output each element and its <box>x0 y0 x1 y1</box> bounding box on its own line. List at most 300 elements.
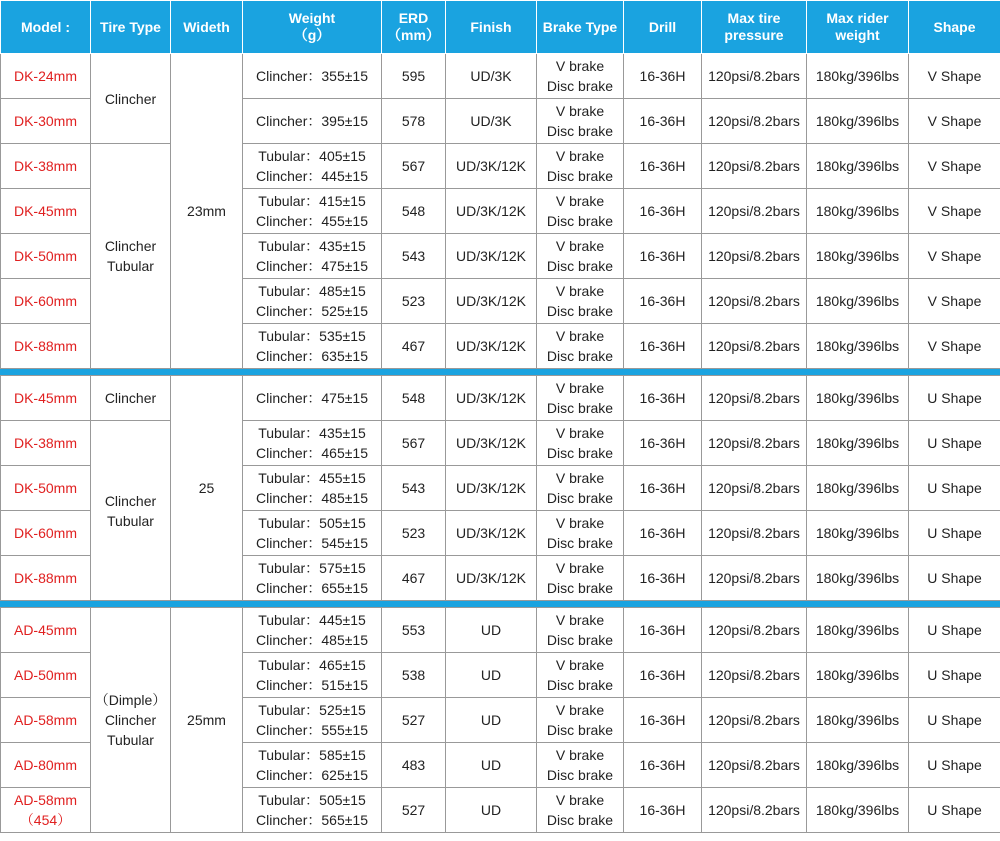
erd-cell <box>382 54 446 99</box>
max-tire-pressure-cell-text: 120psi/8.2bars <box>708 712 800 728</box>
max-rider-weight-cell-text: 180kg/396lbs <box>815 667 900 683</box>
group-divider <box>1 601 1000 608</box>
header-weight: Weight （g） <box>243 1 382 54</box>
max-tire-pressure-cell-text: 120psi/8.2bars <box>708 757 800 773</box>
shape-cell <box>909 788 1000 833</box>
header-shape: Shape <box>909 1 1000 54</box>
cell-line: DK-50mm <box>13 248 77 264</box>
erd-cell <box>382 743 446 788</box>
table-row <box>1 376 1000 421</box>
erd-cell <box>382 788 446 833</box>
erd-cell <box>382 653 446 698</box>
cell-line: V brake <box>555 425 605 441</box>
brake-type-cell <box>537 466 624 511</box>
max-tire-pressure-cell-text: 120psi/8.2bars <box>708 570 800 586</box>
erd-cell <box>382 556 446 601</box>
weight-cell <box>243 743 382 788</box>
weight-cell <box>243 234 382 279</box>
model-cell <box>1 556 91 601</box>
cell-line: Tubular：505±15 <box>258 515 366 531</box>
max-rider-weight-cell <box>807 279 909 324</box>
shape-cell-text: U Shape <box>927 802 982 818</box>
cell-line: Tubular：445±15 <box>258 612 366 628</box>
cell-line: Clincher <box>104 238 157 254</box>
shape-cell <box>909 653 1000 698</box>
width-cell <box>171 608 243 833</box>
shape-cell-text: V Shape <box>927 68 982 84</box>
brake-type-cell <box>537 234 624 279</box>
erd-cell <box>382 99 446 144</box>
cell-line: DK-30mm <box>13 113 77 129</box>
erd-cell <box>382 144 446 189</box>
erd-cell <box>382 698 446 743</box>
model-cell <box>1 421 91 466</box>
erd-cell-text: 527 <box>401 712 426 728</box>
cell-line: Disc brake <box>546 400 614 416</box>
cell-line: Disc brake <box>546 812 614 828</box>
cell-line: Tubular <box>107 732 154 748</box>
cell-line: DK-88mm <box>13 338 77 354</box>
cell-line: Disc brake <box>546 123 614 139</box>
cell-line: Clincher <box>104 90 157 107</box>
shape-cell-text: U Shape <box>927 757 982 773</box>
model-cell <box>1 698 91 743</box>
weight-cell <box>243 653 382 698</box>
max-tire-pressure-cell-text: 120psi/8.2bars <box>708 622 800 638</box>
cell-line: Clincher：655±15 <box>256 580 368 596</box>
brake-type-cell <box>537 421 624 466</box>
cell-line: Tubular：485±15 <box>258 283 366 299</box>
weight-cell <box>243 99 382 144</box>
max-tire-pressure-cell <box>702 653 807 698</box>
erd-cell <box>382 466 446 511</box>
cell-line: Clincher <box>104 390 157 406</box>
shape-cell <box>909 421 1000 466</box>
finish-cell <box>446 279 537 324</box>
cell-line: Clincher：485±15 <box>256 632 368 648</box>
brake-type-cell <box>537 376 624 421</box>
finish-cell <box>446 698 537 743</box>
shape-cell-text: U Shape <box>927 712 982 728</box>
weight-cell <box>243 54 382 99</box>
drill-cell <box>624 279 702 324</box>
finish-cell <box>446 653 537 698</box>
cell-line: Tubular <box>107 512 154 529</box>
drill-cell <box>624 511 702 556</box>
header-brake-type: Brake Type <box>537 1 624 54</box>
cell-line: Disc brake <box>546 632 614 648</box>
cell-line: Clincher：465±15 <box>256 445 368 461</box>
cell-line: Tubular：585±15 <box>258 747 366 763</box>
shape-cell <box>909 466 1000 511</box>
drill-cell <box>624 743 702 788</box>
cell-line: Tubular：525±15 <box>258 702 366 718</box>
cell-line: Disc brake <box>546 78 614 94</box>
max-rider-weight-cell <box>807 144 909 189</box>
model-cell <box>1 144 91 189</box>
finish-cell <box>446 99 537 144</box>
cell-line: Disc brake <box>546 303 614 319</box>
finish-cell-text: UD/3K/12K <box>455 390 527 406</box>
finish-cell-text: UD/3K/12K <box>455 525 527 541</box>
max-tire-pressure-cell <box>702 698 807 743</box>
header-drill: Drill <box>624 1 702 54</box>
finish-cell <box>446 234 537 279</box>
brake-type-cell <box>537 324 624 369</box>
brake-type-cell <box>537 608 624 653</box>
cell-line: DK-45mm <box>13 390 77 406</box>
cell-line: DK-60mm <box>13 525 77 541</box>
model-cell <box>1 189 91 234</box>
cell-line: DK-45mm <box>13 203 77 219</box>
table-row <box>1 54 1000 99</box>
drill-cell-text: 16-36H <box>639 248 686 264</box>
drill-cell-text: 16-36H <box>639 390 686 406</box>
erd-cell-text: 548 <box>401 203 426 219</box>
drill-cell-text: 16-36H <box>639 480 686 496</box>
cell-line: V brake <box>555 702 605 718</box>
cell-line: Clincher：635±15 <box>256 348 368 364</box>
erd-cell <box>382 376 446 421</box>
max-rider-weight-cell <box>807 234 909 279</box>
max-rider-weight-cell <box>807 54 909 99</box>
finish-cell-text: UD/3K/12K <box>455 338 527 354</box>
header-max-rider-weight: Max rider weight <box>807 1 909 54</box>
model-cell <box>1 99 91 144</box>
drill-cell <box>624 466 702 511</box>
header-finish: Finish <box>446 1 537 54</box>
finish-cell-text: UD <box>480 667 502 683</box>
cell-line: Clincher：485±15 <box>256 490 368 506</box>
drill-cell <box>624 189 702 234</box>
drill-cell-text: 16-36H <box>639 203 686 219</box>
finish-cell <box>446 189 537 234</box>
max-tire-pressure-cell <box>702 421 807 466</box>
weight-cell <box>243 421 382 466</box>
cell-line: V brake <box>555 380 605 396</box>
shape-cell <box>909 556 1000 601</box>
finish-cell-text: UD/3K/12K <box>455 435 527 451</box>
cell-line: AD-58mm <box>13 792 77 808</box>
cell-line: AD-80mm <box>13 757 77 773</box>
drill-cell <box>624 556 702 601</box>
drill-cell <box>624 144 702 189</box>
erd-cell-text: 467 <box>401 338 426 354</box>
max-tire-pressure-cell-text: 120psi/8.2bars <box>708 338 800 354</box>
max-tire-pressure-cell-text: 120psi/8.2bars <box>708 667 800 683</box>
brake-type-cell <box>537 698 624 743</box>
drill-cell-text: 16-36H <box>639 525 686 541</box>
cell-line: V brake <box>555 328 605 344</box>
cell-line: Tubular：465±15 <box>258 657 366 673</box>
finish-cell <box>446 376 537 421</box>
cell-line: AD-45mm <box>13 622 77 638</box>
cell-line: Clincher：475±15 <box>256 390 368 406</box>
cell-line: V brake <box>555 283 605 299</box>
drill-cell <box>624 324 702 369</box>
max-rider-weight-cell-text: 180kg/396lbs <box>815 338 900 354</box>
shape-cell-text: U Shape <box>927 525 982 541</box>
drill-cell-text: 16-36H <box>639 113 686 129</box>
erd-cell <box>382 189 446 234</box>
finish-cell-text: UD/3K <box>470 68 512 84</box>
erd-cell-text: 527 <box>401 802 426 818</box>
tire-type-cell <box>91 144 171 369</box>
max-tire-pressure-cell-text: 120psi/8.2bars <box>708 525 800 541</box>
table-body <box>1 54 1000 833</box>
erd-cell-text: 548 <box>401 390 426 406</box>
cell-line: DK-24mm <box>13 68 77 84</box>
width-cell <box>171 54 243 369</box>
cell-line: Clincher：625±15 <box>256 767 368 783</box>
cell-line: DK-88mm <box>13 570 77 586</box>
drill-cell-text: 16-36H <box>639 293 686 309</box>
cell-line: Tubular：435±15 <box>258 425 366 441</box>
cell-line: V brake <box>555 515 605 531</box>
erd-cell <box>382 511 446 556</box>
max-rider-weight-cell-text: 180kg/396lbs <box>815 712 900 728</box>
erd-cell-text: 578 <box>401 113 426 129</box>
cell-line: DK-50mm <box>13 480 77 496</box>
group-divider <box>1 369 1000 376</box>
max-rider-weight-cell <box>807 556 909 601</box>
cell-line: V brake <box>555 657 605 673</box>
finish-cell-text: UD/3K/12K <box>455 570 527 586</box>
cell-line: DK-38mm <box>13 158 77 174</box>
cell-line: V brake <box>555 193 605 209</box>
finish-cell <box>446 421 537 466</box>
group-divider-bar <box>1 601 1000 608</box>
shape-cell-text: U Shape <box>927 570 982 586</box>
model-cell <box>1 234 91 279</box>
tire-type-cell <box>91 376 171 421</box>
cell-line: V brake <box>555 103 605 119</box>
max-rider-weight-cell-text: 180kg/396lbs <box>815 757 900 773</box>
max-tire-pressure-cell <box>702 608 807 653</box>
drill-cell <box>624 421 702 466</box>
shape-cell-text: U Shape <box>927 435 982 451</box>
cell-line: Tubular：575±15 <box>258 560 366 576</box>
cell-line: Disc brake <box>546 535 614 551</box>
brake-type-cell <box>537 556 624 601</box>
width-cell-text: 23mm <box>187 203 226 219</box>
cell-line: （Dimple） <box>94 692 167 708</box>
drill-cell-text: 16-36H <box>639 338 686 354</box>
shape-cell-text: U Shape <box>927 622 982 638</box>
weight-cell <box>243 279 382 324</box>
max-tire-pressure-cell <box>702 324 807 369</box>
shape-cell <box>909 189 1000 234</box>
tire-type-cell <box>91 421 171 601</box>
drill-cell <box>624 54 702 99</box>
finish-cell-text: UD/3K <box>470 113 512 129</box>
cell-line: DK-60mm <box>13 293 77 309</box>
weight-cell <box>243 698 382 743</box>
model-cell <box>1 466 91 511</box>
header-model: Model : <box>1 1 91 54</box>
shape-cell <box>909 511 1000 556</box>
shape-cell <box>909 279 1000 324</box>
shape-cell-text: U Shape <box>927 390 982 406</box>
cell-line: Clincher <box>104 492 157 509</box>
max-tire-pressure-cell <box>702 511 807 556</box>
shape-cell <box>909 99 1000 144</box>
cell-line: Clincher：475±15 <box>256 258 368 274</box>
erd-cell <box>382 608 446 653</box>
drill-cell-text: 16-36H <box>639 435 686 451</box>
max-rider-weight-cell <box>807 376 909 421</box>
max-rider-weight-cell <box>807 421 909 466</box>
cell-line: AD-50mm <box>13 667 77 683</box>
shape-cell-text: V Shape <box>927 248 982 264</box>
model-cell <box>1 54 91 99</box>
header-tire-type: Tire Type <box>91 1 171 54</box>
header-width: Wideth <box>171 1 243 54</box>
shape-cell <box>909 144 1000 189</box>
shape-cell <box>909 698 1000 743</box>
cell-line: Disc brake <box>546 168 614 184</box>
cell-line: Clincher：555±15 <box>256 722 368 738</box>
cell-line: Clincher：395±15 <box>256 113 368 129</box>
tire-type-cell <box>91 608 171 833</box>
weight-cell <box>243 788 382 833</box>
shape-cell-text: V Shape <box>927 293 982 309</box>
max-rider-weight-cell <box>807 324 909 369</box>
brake-type-cell <box>537 653 624 698</box>
finish-cell <box>446 466 537 511</box>
model-cell <box>1 511 91 556</box>
cell-line: Tubular：535±15 <box>258 328 366 344</box>
width-cell-text: 25mm <box>187 712 226 728</box>
cell-line: Clincher：455±15 <box>256 213 368 229</box>
finish-cell <box>446 511 537 556</box>
cell-line: Tubular：415±15 <box>258 193 366 209</box>
shape-cell-text: V Shape <box>927 158 982 174</box>
header-erd: ERD （mm） <box>382 1 446 54</box>
drill-cell-text: 16-36H <box>639 622 686 638</box>
cell-line: V brake <box>555 470 605 486</box>
erd-cell-text: 538 <box>401 667 426 683</box>
max-tire-pressure-cell-text: 120psi/8.2bars <box>708 390 800 406</box>
cell-line: Disc brake <box>546 580 614 596</box>
model-cell <box>1 324 91 369</box>
cell-line: Tubular：505±15 <box>258 792 366 808</box>
cell-line: Disc brake <box>546 722 614 738</box>
max-tire-pressure-cell-text: 120psi/8.2bars <box>708 113 800 129</box>
shape-cell <box>909 324 1000 369</box>
max-rider-weight-cell <box>807 653 909 698</box>
shape-cell-text: V Shape <box>927 203 982 219</box>
drill-cell <box>624 608 702 653</box>
drill-cell <box>624 99 702 144</box>
max-tire-pressure-cell <box>702 466 807 511</box>
cell-line: Clincher：515±15 <box>256 677 368 693</box>
weight-cell <box>243 511 382 556</box>
shape-cell <box>909 743 1000 788</box>
drill-cell-text: 16-36H <box>639 667 686 683</box>
width-cell <box>171 376 243 601</box>
max-tire-pressure-cell <box>702 788 807 833</box>
cell-line: Clincher：565±15 <box>256 812 368 828</box>
max-tire-pressure-cell <box>702 54 807 99</box>
cell-line: Disc brake <box>546 445 614 461</box>
erd-cell <box>382 279 446 324</box>
cell-line: Tubular：405±15 <box>258 148 366 164</box>
finish-cell-text: UD <box>480 757 502 773</box>
cell-line: Disc brake <box>546 258 614 274</box>
shape-cell-text: V Shape <box>927 338 982 354</box>
cell-line: V brake <box>555 58 605 74</box>
drill-cell-text: 16-36H <box>639 158 686 174</box>
drill-cell <box>624 788 702 833</box>
shape-cell <box>909 54 1000 99</box>
finish-cell <box>446 144 537 189</box>
max-rider-weight-cell-text: 180kg/396lbs <box>815 68 900 84</box>
tire-type-cell <box>91 54 171 144</box>
max-rider-weight-cell-text: 180kg/396lbs <box>815 622 900 638</box>
shape-cell-text: V Shape <box>927 113 982 129</box>
drill-cell-text: 16-36H <box>639 68 686 84</box>
table-row <box>1 144 1000 189</box>
finish-cell-text: UD/3K/12K <box>455 248 527 264</box>
erd-cell-text: 467 <box>401 570 426 586</box>
header-row <box>1 1 1000 54</box>
max-rider-weight-cell-text: 180kg/396lbs <box>815 113 900 129</box>
cell-line: V brake <box>555 560 605 576</box>
cell-line: V brake <box>555 747 605 763</box>
max-tire-pressure-cell-text: 120psi/8.2bars <box>708 203 800 219</box>
drill-cell <box>624 698 702 743</box>
max-tire-pressure-cell <box>702 279 807 324</box>
max-rider-weight-cell <box>807 743 909 788</box>
max-tire-pressure-cell <box>702 189 807 234</box>
weight-cell <box>243 376 382 421</box>
cell-line: V brake <box>555 238 605 254</box>
weight-cell <box>243 144 382 189</box>
erd-cell-text: 553 <box>401 622 426 638</box>
finish-cell <box>446 324 537 369</box>
finish-cell-text: UD/3K/12K <box>455 203 527 219</box>
max-rider-weight-cell-text: 180kg/396lbs <box>815 248 900 264</box>
cell-line: Disc brake <box>546 677 614 693</box>
cell-line: Clincher：525±15 <box>256 303 368 319</box>
finish-cell-text: UD/3K/12K <box>455 480 527 496</box>
weight-cell <box>243 466 382 511</box>
max-rider-weight-cell <box>807 788 909 833</box>
cell-line: Clincher：355±15 <box>256 68 368 84</box>
shape-cell <box>909 376 1000 421</box>
erd-cell-text: 595 <box>401 68 426 84</box>
max-tire-pressure-cell-text: 120psi/8.2bars <box>708 293 800 309</box>
max-rider-weight-cell <box>807 511 909 556</box>
max-rider-weight-cell <box>807 698 909 743</box>
brake-type-cell <box>537 99 624 144</box>
width-cell-text: 25 <box>198 480 215 496</box>
shape-cell <box>909 608 1000 653</box>
cell-line: Disc brake <box>546 213 614 229</box>
erd-cell-text: 567 <box>401 158 426 174</box>
cell-line: Disc brake <box>546 348 614 364</box>
drill-cell <box>624 653 702 698</box>
cell-line: Clincher：545±15 <box>256 535 368 551</box>
table-row <box>1 608 1000 653</box>
cell-line: Tubular：435±15 <box>258 238 366 254</box>
max-tire-pressure-cell-text: 120psi/8.2bars <box>708 248 800 264</box>
finish-cell <box>446 788 537 833</box>
cell-line: Clincher：445±15 <box>256 168 368 184</box>
finish-cell <box>446 54 537 99</box>
finish-cell-text: UD <box>480 802 502 818</box>
